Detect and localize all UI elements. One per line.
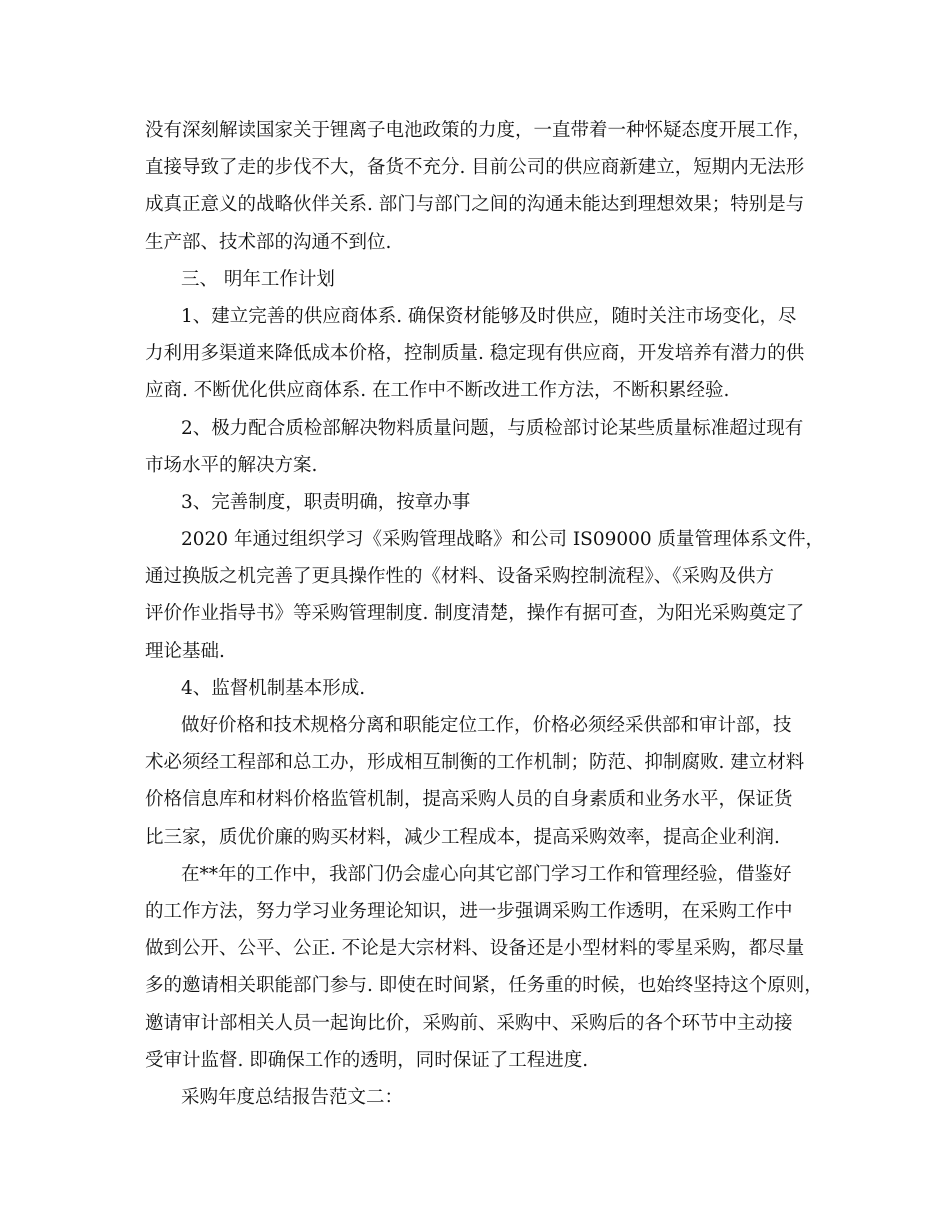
- text-line: 做好价格和技术规格分离和职能定位工作，价格必须经采供部和审计部，技: [181, 715, 792, 736]
- text-line: 邀请审计部相关人员一起询比价，采购前、采购中、采购后的各个环节中主动接: [145, 1012, 793, 1034]
- text-line: 1、建立完善的供应商体系. 确保资材能够及时供应，随时关注市场变化，尽: [181, 305, 797, 327]
- text-line: 生产部、技术部的沟通不到位.: [145, 231, 392, 253]
- text-line: 做到公开、公平、公正. 不论是大宗材料、设备还是小型材料的零星采购，都尽量: [145, 938, 805, 960]
- text-line: 价格信息库和材料价格监管机制，提高采购人员的自身素质和业务水平，保证货: [145, 789, 793, 811]
- text-line: 力利用多渠道来降低成本价格，控制质量. 稳定现有供应商，开发培养有潜力的供: [145, 343, 805, 365]
- text-line: 2020 年通过组织学习《采购管理战略》和公司 IS09000 质量管理体系文件，: [181, 529, 825, 551]
- text-line: 直接导致了走的步伐不大，备货不充分. 目前公司的供应商新建立，短期内无法形: [145, 157, 805, 179]
- text-line: 4、监督机制基本形成.: [181, 677, 366, 699]
- document-body: [145, 112, 825, 1116]
- text-line: 评价作业指导书》等采购管理制度. 制度清楚，操作有据可查，为阳光采购奠定了: [145, 603, 805, 625]
- text-line: 多的邀请相关职能部门参与. 即使在时间紧，任务重的时候，也始终坚持这个原则，: [145, 975, 823, 997]
- text-line: 的工作方法，努力学习业务理论知识，进一步强调采购工作透明，在采购工作中: [145, 900, 793, 922]
- text-line: 3、完善制度，职责明确，按章办事: [181, 491, 471, 513]
- text-line: 受审计监督. 即确保工作的透明，同时保证了工程进度.: [145, 1049, 589, 1071]
- text-line: 理论基础.: [145, 640, 225, 662]
- text-line: 应商. 不断优化供应商体系. 在工作中不断改进工作方法，不断积累经验.: [145, 380, 730, 402]
- text-line: 市场水平的解决方案.: [145, 454, 318, 476]
- text-line: 术必须经工程部和总工办，形成相互制衡的工作机制；防范、抑制腐败. 建立材料: [145, 752, 805, 774]
- text-line: 在**年的工作中，我部门仍会虚心向其它部门学习工作和管理经验，借鉴好: [181, 863, 792, 885]
- text-line: 没有深刻解读国家关于锂离子电池政策的力度，一直带着一种怀疑态度开展工作，: [145, 120, 812, 141]
- text-line: 比三家，质优价廉的购买材料，减少工程成本，提高采购效率，提高企业利润.: [145, 826, 780, 848]
- text-line: 通过换版之机完善了更具操作性的《材料、设备采购控制流程》、《采购及供方: [145, 566, 775, 588]
- text-line: 2、极力配合质检部解决物料质量问题，与质检部讨论某些质量标准超过现有: [181, 417, 804, 439]
- section-heading: 采购年度总结报告范文二：: [181, 1086, 404, 1108]
- text-line: 成真正意义的战略伙伴关系. 部门与部门之间的沟通未能达到理想效果；特别是与: [145, 194, 805, 216]
- section-heading: 三、 明年工作计划: [181, 268, 335, 290]
